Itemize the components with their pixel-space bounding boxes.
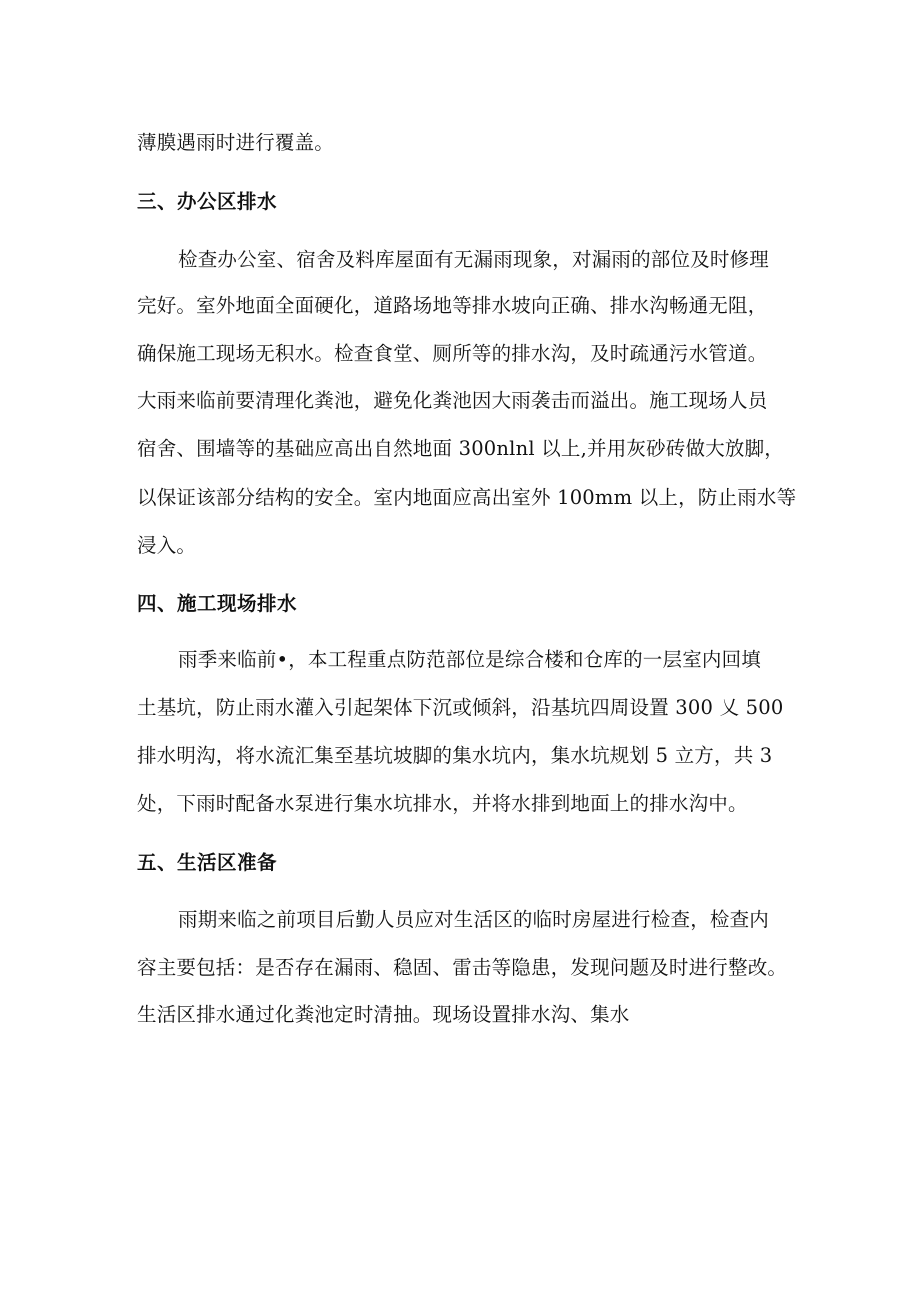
section-heading-living-area: 五、生活区准备 (137, 851, 278, 874)
paragraph-line: 生活区排水通过化粪池定时清抽。现场设置排水沟、集水 (137, 1003, 630, 1026)
paragraph-line: 处，下雨时配备水泵进行集水坑排水，并将水排到地面上的排水沟中。 (137, 792, 748, 815)
paragraph-line: 检查办公室、宿舍及料库屋面有无漏雨现象，对漏雨的部位及时修理 (178, 248, 770, 271)
paragraph-line: 宿舍、围墙等的基础应高出自然地面 300nlnl 以上,并用灰砂砖做大放脚， (137, 437, 785, 460)
paragraph-line: 雨季来临前•，本工程重点防范部位是综合楼和仓库的一层室内回填 (178, 648, 762, 671)
section-heading-site-drainage: 四、施工现场排水 (137, 592, 298, 615)
section-heading-office-drainage: 三、办公区排水 (137, 190, 278, 213)
paragraph-line: 雨期来临之前项目后勤人员应对生活区的临时房屋进行检查，检查内 (178, 908, 770, 931)
paragraph-line: 容主要包括：是否存在漏雨、稳固、雷击等隐患，发现问题及时进行整改。 (137, 956, 788, 979)
paragraph-line: 大雨来临前要清理化粪池，避免化粪池因大雨袭击而溢出。施工现场人员 (137, 389, 768, 412)
paragraph-line: 以保证该部分结构的安全。室内地面应高出室外 100mm 以上，防止雨水等 (137, 486, 797, 509)
paragraph-line: 确保施工现场无积水。检查食堂、厕所等的排水沟，及时疏通污水管道。 (137, 342, 768, 365)
paragraph-line: 排水明沟，将水流汇集至基坑坡脚的集水坑内，集水坑规划 5 立方，共 3 (137, 744, 773, 767)
paragraph-line: 浸入。 (137, 534, 197, 557)
paragraph-line: 完好。室外地面全面硬化，道路场地等排水坡向正确、排水沟畅通无阻， (137, 294, 768, 317)
paragraph-line: 土基坑，防止雨水灌入引起架体下沉或倾斜，沿基坑四周设置 300 乂 500 (137, 696, 784, 719)
intro-line: 薄膜遇雨时进行覆盖。 (137, 131, 335, 154)
